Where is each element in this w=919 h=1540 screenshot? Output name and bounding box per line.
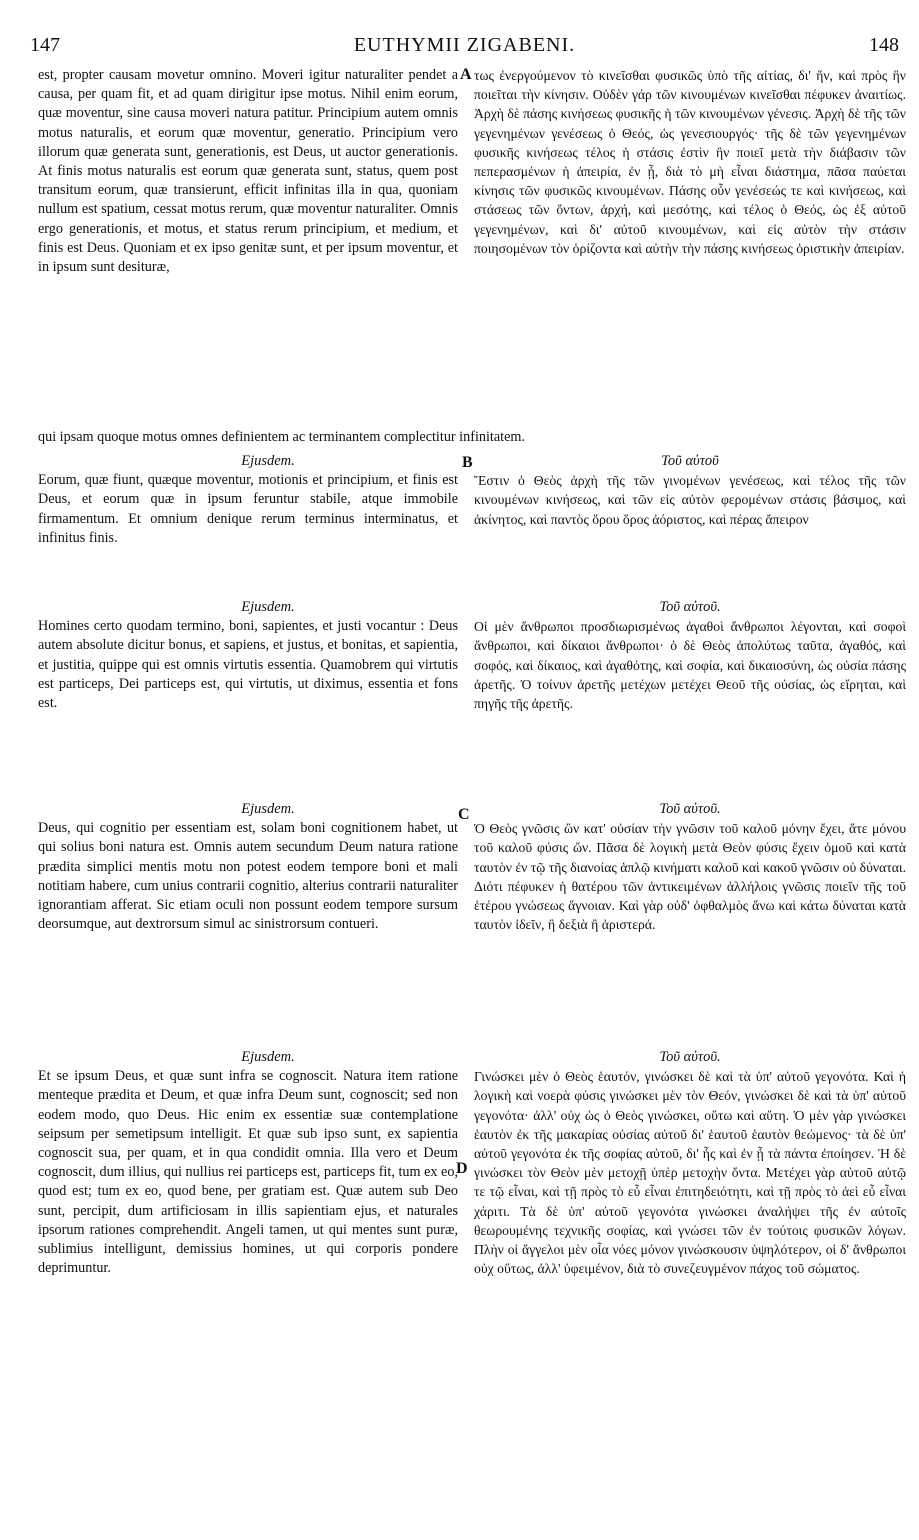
greek-section-2 — [474, 598, 906, 713]
page-header — [30, 34, 899, 58]
latin-section-2 — [38, 598, 458, 713]
section-text: Ὁ Θεὸς γνῶσις ὢν κατ' οὐσίαν τὴν γνῶσιν τοῦ καλοῦ μόνην ἔχει, ἅτε μόνου τοῦ καλοῦ φύσις ὤν. Πᾶσα δὲ λογικὴ μετὰ Θεὸν φύσις ἔχειν ὁμοῦ καὶ κατὰ ταυτὸν ἐν τῷ τῆς διανοίας ἁπλῷ κινήματι καλοῦ καὶ κακοῦ γνῶσιν οὐ δύναται. Διότι πέφυκεν ἡ θατέρου τῶν ἀντικειμένων ἀλλήλοις γνῶσις ποιεῖν τῆς τοῦ ἑτέρου γνώσεως ἄγνοιαν. Καὶ γὰρ οὐδ' ὀφθαλμὸς ἄνω καὶ κάτω δύναται κατὰ ταυτὸν ἰδεῖν, ἢ δεξιὰ ἢ ἀριστερά. — [474, 821, 907, 933]
greek-intro: τως ἐνεργούμενον τὸ κινεῖσθαι φυσικῶς ὑπὸ τῆς αἰτίας, δι' ἥν, καὶ πρὸς ἣν ποιεῖται τὴν κίνησιν. Οὐδὲν γάρ τῶν κινουμένων κινεῖσθαι πέφυκεν ἀναιτίως. Ἀρχὴ δὲ πάσης κινήσεως φυσικῆς ἡ τῶν κινουμένων γένεσις. Ἀρχὴ δὲ τῆς τῶν γεγενημένων γενέσεως ὁ Θεός, ὡς γενεσιουργός· τῆς δὲ τῶν γεγενημένων φυσικῆς κινήσεως τέλος ἡ στάσις ἐστὶν ἣν ποιεῖ μετὰ τὴν διάβασιν τῶν πεπερασμένων ἡ ἀπειρία, ἐν ᾗ, διὰ τὸ μὴ εἶναι διάστημα, πᾶσα παύεται κίνησις τῶν φυσικῶς κινουμένων. Πάσης οὖν γενέσεώς τε καὶ κινήσεως, καὶ στάσεως τῶν ὄντων, ἀρχή, καὶ μεσότης, καὶ τέλος ὁ Θεός, ὡς ἐξ αὐτοῦ γεγενημένων, καὶ δι' αὐτοῦ κινουμένων, καὶ εἰς αὐτὸν τὴν στάσιν ποιησομένων τὸν ὁρίζοντα καὶ αὐτὴν τὴν πάσης κινήσεως ὁριστικὴν ἀπειρίαν. — [474, 68, 906, 256]
section-text: Homines certo quodam termino, boni, sapientes, et justi vocantur : Deus autem absolute dicitur bonus, et sapiens, et justus, et bonitas, et sapientia, et justitia, quippe qui est omnis virtutis essentia. Quamobrem qui virtutis est particeps, Dei particeps est, qui virtutis, ut diximus, essentia et fons est. — [38, 618, 458, 712]
latin-section-1 — [38, 452, 458, 548]
left-page-number: 147 — [30, 34, 60, 56]
section-text: Οἱ μὲν ἄνθρωποι προσδιωρισμένως ἀγαθοὶ ἄνθρωποι λέγονται, καὶ σοφοὶ ἄνθρωποι, καὶ δίκαιοι ἄνθρωποι· ὁ δὲ Θεὸς ἀπολύτως ταῦτα, ἀγαθός, καὶ σοφός, καὶ δίκαιος, καὶ ἀγαθότης, καὶ σοφία, καὶ δικαιοσύνη, ὡς οὐσία πάσης ἀρετῆς. Ὁ τοίνυν ἀρετῆς μετέχων μετέχει Θεοῦ τῆς οὐσίας, ὡς εἴρηται, καὶ πηγῆς τῆς ἀρετῆς. — [474, 619, 906, 712]
section-marker-c: C — [458, 806, 470, 823]
latin-section-4 — [38, 1048, 458, 1278]
section-text: Eorum, quæ fiunt, quæque moventur, motionis et principium, et finis est Deus, et eorum quæ in ipsum feruntur stabile, atque immobile firmamentum. Et omnium denique rerum terminus interminatus, et infinitus finis. — [38, 472, 458, 546]
section-marker-b: B — [462, 454, 473, 471]
section-heading: Ejusdem. — [241, 599, 295, 615]
section-heading: Τοῦ αὐτοῦ. — [659, 1049, 721, 1065]
right-page-number: 148 — [869, 34, 899, 56]
greek-column-top — [474, 66, 906, 258]
section-text: Deus, qui cognitio per essentiam est, solam boni cognitionem habet, ut qui solius boni natura est. Omnis autem secundum Deum natura ratione prædita simplici mentis motu non potest eodem tempore boni et mali notitiam habere, cum unius contrarii cognitio, alterius contrarii naturaliter ignorantiam afferat. Sic etiam oculi non possunt eodem tempore sursum deorsumque, aut dextrorsum simul ac sinistrorsum contueri. — [38, 820, 458, 933]
section-heading: Τοῦ αὐτοῦ. — [659, 599, 721, 615]
section-heading: Ejusdem. — [241, 453, 295, 469]
section-heading: Ejusdem. — [241, 801, 295, 817]
latin-section-3 — [38, 800, 458, 934]
section-heading: Τοῦ αὐτοῦ — [661, 453, 719, 469]
section-text: Ἔστιν ὁ Θεὸς ἀρχὴ τῆς τῶν γινομένων γενέσεως, καὶ τέλος τῆς τῶν κινουμένων κινήσεως, καὶ τῶν εἰς αὐτὸν φερομένων στάσις βάσιμος, καὶ ἀκίνητος, καὶ παντὸς ὅρου ὅρος ἀόριστος, καὶ πέρας ἄπειρον — [474, 473, 906, 527]
section-heading: Τοῦ αὐτοῦ. — [659, 801, 721, 817]
greek-section-4 — [474, 1048, 906, 1278]
greek-section-3 — [474, 800, 906, 934]
section-marker-d: D — [456, 1160, 468, 1177]
latin-column-top — [38, 66, 458, 277]
section-heading: Ejusdem. — [241, 1049, 295, 1065]
section-text: Et se ipsum Deus, et quæ sunt infra se cognoscit. Natura item ratione menteque prædita et Deum, et quæ infra Deum sunt, cognoscit; sed non eodem modo, quo Deus. Hic enim ex essentiæ suæ contemplatione seipsum per semetipsum intelligit. Et quæ sub ipso sunt, ex sapientia cognoscit sua, per quam, et in qua condidit omnia. Illa vero et Deum cognoscit, dum illius, qui nullius rei particeps est, particeps fit, tum ex eo, quod est; tum ex eo, quod bene, per gratiam est. Quæ autem sub Deo sunt, percipit, dum artificiosam in illis sapientiam ejus, et naturales ipsorum rationes comprehendit. Angeli tamen, ut qui mentes sunt puræ, sublimius intelligunt, demissius homines, ut qui corporis pondere deprimuntur. — [38, 1068, 458, 1277]
latin-intro: est, propter causam movetur omnino. Moveri igitur naturaliter pendet a causa, per quam fit, et ad quam dirigitur ipse motus. Nihil enim eorum, quæ moventur, sine causa moveri natura patitur. Principium autem omnis motus naturalis, et eorum quæ moventur, generatio. Principium vero illorum quæ generata sunt, generationis, est Deus, ut auctor generationis. At finis motus naturalis est eorum quæ generata sunt, status, quem post transitum eorum, quæ transierunt, efficit infinitas illa in qua, quoniam nullum est spatium, cessat motus rerum, quæ moventur naturaliter. Omnis ergo generationis, et motus, et status rerum principium, et medium, et finis est Deus. Quoniam et ex ipso genitæ sunt, et per ipsum moventur, et in ipsum sunt desituræ, — [38, 67, 458, 276]
running-title: EUTHYMII ZIGABENI. — [353, 34, 576, 56]
full-width-line: qui ipsam quoque motus omnes definientem ac terminantem complectitur infinitatem. — [38, 429, 525, 445]
greek-section-1 — [474, 452, 906, 529]
section-marker-a: A — [460, 66, 472, 83]
section-text: Γινώσκει μὲν ὁ Θεὸς ἑαυτόν, γινώσκει δὲ καὶ τὰ ὑπ' αὐτοῦ γεγονότα. Καὶ ἡ λογικὴ καὶ νοερὰ φύσις γινώσκει μὲν τὸν Θεόν, γινώσκει δὲ καὶ τὰ ὑπ' αὐτοῦ γεγονότα· ἀλλ' οὐχ ὡς ὁ Θεὸς γινώσκει, οὕτω καὶ αὕτη. Ὁ μὲν γὰρ γινώσκει ἑαυτὸν ἐκ τῆς μακαρίας οὐσίας αὐτοῦ δι' ἑαυτοῦ ἑαυτὸν θεώμενος· τὰ δὲ ὑπ' αὐτοῦ γεγονότα ἐκ τῆς σοφίας αὐτοῦ, δι' ἧς καὶ ἐν ᾗ τὰ πάντα ἐποίησεν. Ἡ δὲ γινώσκει τὸν Θεὸν μὲν μετοχῇ ὑπὲρ μετοχὴν ὄντα. Μετέχει γὰρ αὐτοῦ αὐτῷ τε τῷ εἶναι, καὶ τῇ πρὸς τὸ εὖ εἶναι ἐπιτηδειότητι, καὶ τῇ πρὸς τὸ ἀεὶ εὖ εἶναι χάριτι. Τὰ δὲ ὑπ' αὐτοῦ γεγονότα γινώσκει ἀναλήψει τῆς ἐν αὐτοῖς θεωρουμένης τεχνικῆς σοφίας, καὶ γνώσει τῶν ἐν τούτοις φυσικῶν λόγων. Πλὴν οἱ ἄγγελοι μὲν οἷα νόες μόνον γινώσκουσιν ὑψηλότερον, οἱ δ' ἄνθρωποι οὐχ οὕτως, ἀλλ' ὑφειμένον, διὰ τὸ συνεζευγμένον πάχος τοῦ σώματος. — [474, 1069, 906, 1277]
